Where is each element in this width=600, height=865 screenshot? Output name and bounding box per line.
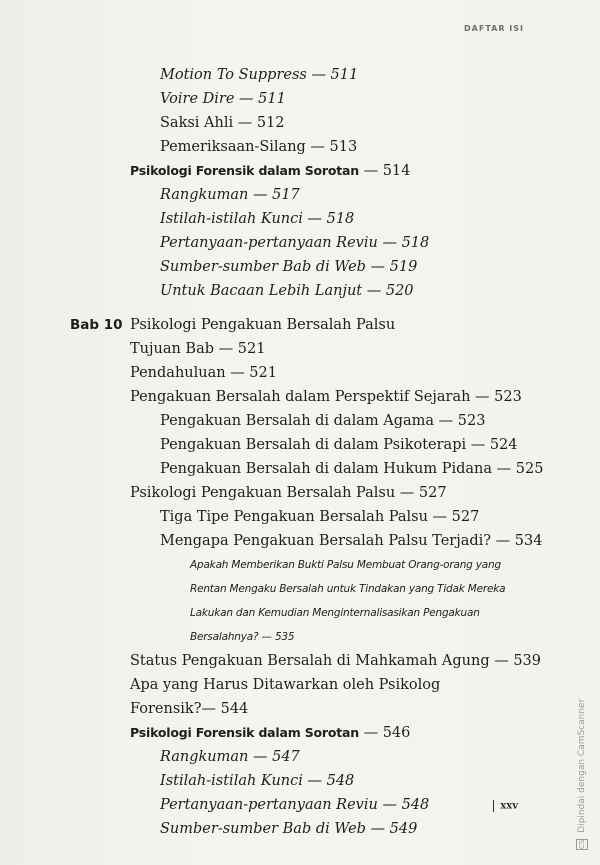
toc-entry-voire-dire: Voire Dire — 511: [160, 91, 286, 107]
toc-entry-spotlight-2-page: — 546: [358, 725, 411, 741]
toc-entry-bukti-palsu-line-1: Apakah Memberikan Bukti Palsu Membuat Orang-orang yang: [190, 559, 501, 571]
toc-entry-spotlight-2: [130, 724, 410, 742]
toc-entry-pertanyaan-reviu: Pertanyaan-pertanyaan Reviu — 518: [160, 235, 430, 251]
scanner-watermark: [576, 690, 592, 850]
toc-entry-bukti-palsu-line-4: Bersalahnya? — 535: [190, 631, 295, 643]
toc-entry-bacaan-lanjut: Untuk Bacaan Lebih Lanjut — 520: [160, 283, 414, 299]
toc-entry-bukti-palsu-line-3: Lakukan dan Kemudian Menginternalisasikan Pengakuan: [190, 607, 480, 619]
page-number: [493, 800, 518, 812]
toc-entry-motion-to-suppress: Motion To Suppress — 511: [160, 67, 359, 83]
page-number-bar: [493, 800, 495, 812]
toc-entry-psikolog-forensik-line-2: Forensik?— 544: [130, 701, 249, 717]
toc-entry-pemeriksaan-silang: Pemeriksaan-Silang — 513: [160, 139, 358, 155]
toc-entry-pertanyaan-reviu-2: Pertanyaan-pertanyaan Reviu — 548: [160, 797, 430, 813]
toc-entry-spotlight-page: — 514: [358, 163, 411, 179]
toc-entry-bukti-palsu-line-2: Rentan Mengaku Bersalah untuk Tindakan yang Tidak Mereka: [190, 583, 506, 595]
watermark-text: Dipindai dengan CamScanner: [577, 698, 587, 833]
toc-entry-istilah-kunci-2: Istilah-istilah Kunci — 548: [160, 773, 355, 789]
toc-entry-rangkuman: Rangkuman — 517: [160, 187, 300, 203]
toc-entry-agama: Pengakuan Bersalah di dalam Agama — 523: [160, 413, 486, 429]
chapter-number: Bab 10: [70, 317, 123, 333]
toc-entry-mahkamah-agung: Status Pengakuan Bersalah di Mahkamah Agung — 539: [130, 653, 542, 669]
toc-entry-saksi-ahli: Saksi Ahli — 512: [160, 115, 285, 131]
toc-entry-tujuan-bab: Tujuan Bab — 521: [130, 341, 266, 357]
toc-entry-perspektif-sejarah: Pengakuan Bersalah dalam Perspektif Sejarah — 523: [130, 389, 522, 405]
toc-entry-psikoterapi: Pengakuan Bersalah di dalam Psikoterapi — 524: [160, 437, 518, 453]
toc-entry-sumber-web-2: Sumber-sumber Bab di Web — 549: [160, 821, 418, 837]
toc-entry-hukum-pidana: Pengakuan Bersalah di dalam Hukum Pidana — 525: [160, 461, 544, 477]
toc-entry-pendahuluan: Pendahuluan — 521: [130, 365, 277, 381]
chapter-title: Psikologi Pengakuan Bersalah Palsu: [130, 317, 396, 333]
toc-entry-spotlight: [130, 162, 410, 180]
camscanner-logo-icon: CS: [578, 839, 586, 849]
toc-entry-mengapa-terjadi: Mengapa Pengakuan Bersalah Palsu Terjadi? — 534: [160, 533, 543, 549]
toc-entry-psikologi-pengakuan: Psikologi Pengakuan Bersalah Palsu — 527: [130, 485, 447, 501]
page-number-text: xxv: [500, 800, 518, 812]
toc-entry-istilah-kunci: Istilah-istilah Kunci — 518: [160, 211, 355, 227]
running-head: DAFTAR ISI: [464, 24, 524, 33]
toc-entry-spotlight-title: Psikologi Forensik dalam Sorotan: [130, 163, 359, 178]
toc-entry-spotlight-2-title: Psikologi Forensik dalam Sorotan: [130, 725, 359, 740]
toc-entry-psikolog-forensik-line-1: Apa yang Harus Ditawarkan oleh Psikolog: [130, 677, 441, 693]
toc-entry-rangkuman-2: Rangkuman — 547: [160, 749, 300, 765]
toc-entry-sumber-web: Sumber-sumber Bab di Web — 519: [160, 259, 418, 275]
toc-entry-tiga-tipe: Tiga Tipe Pengakuan Bersalah Palsu — 527: [160, 509, 480, 525]
